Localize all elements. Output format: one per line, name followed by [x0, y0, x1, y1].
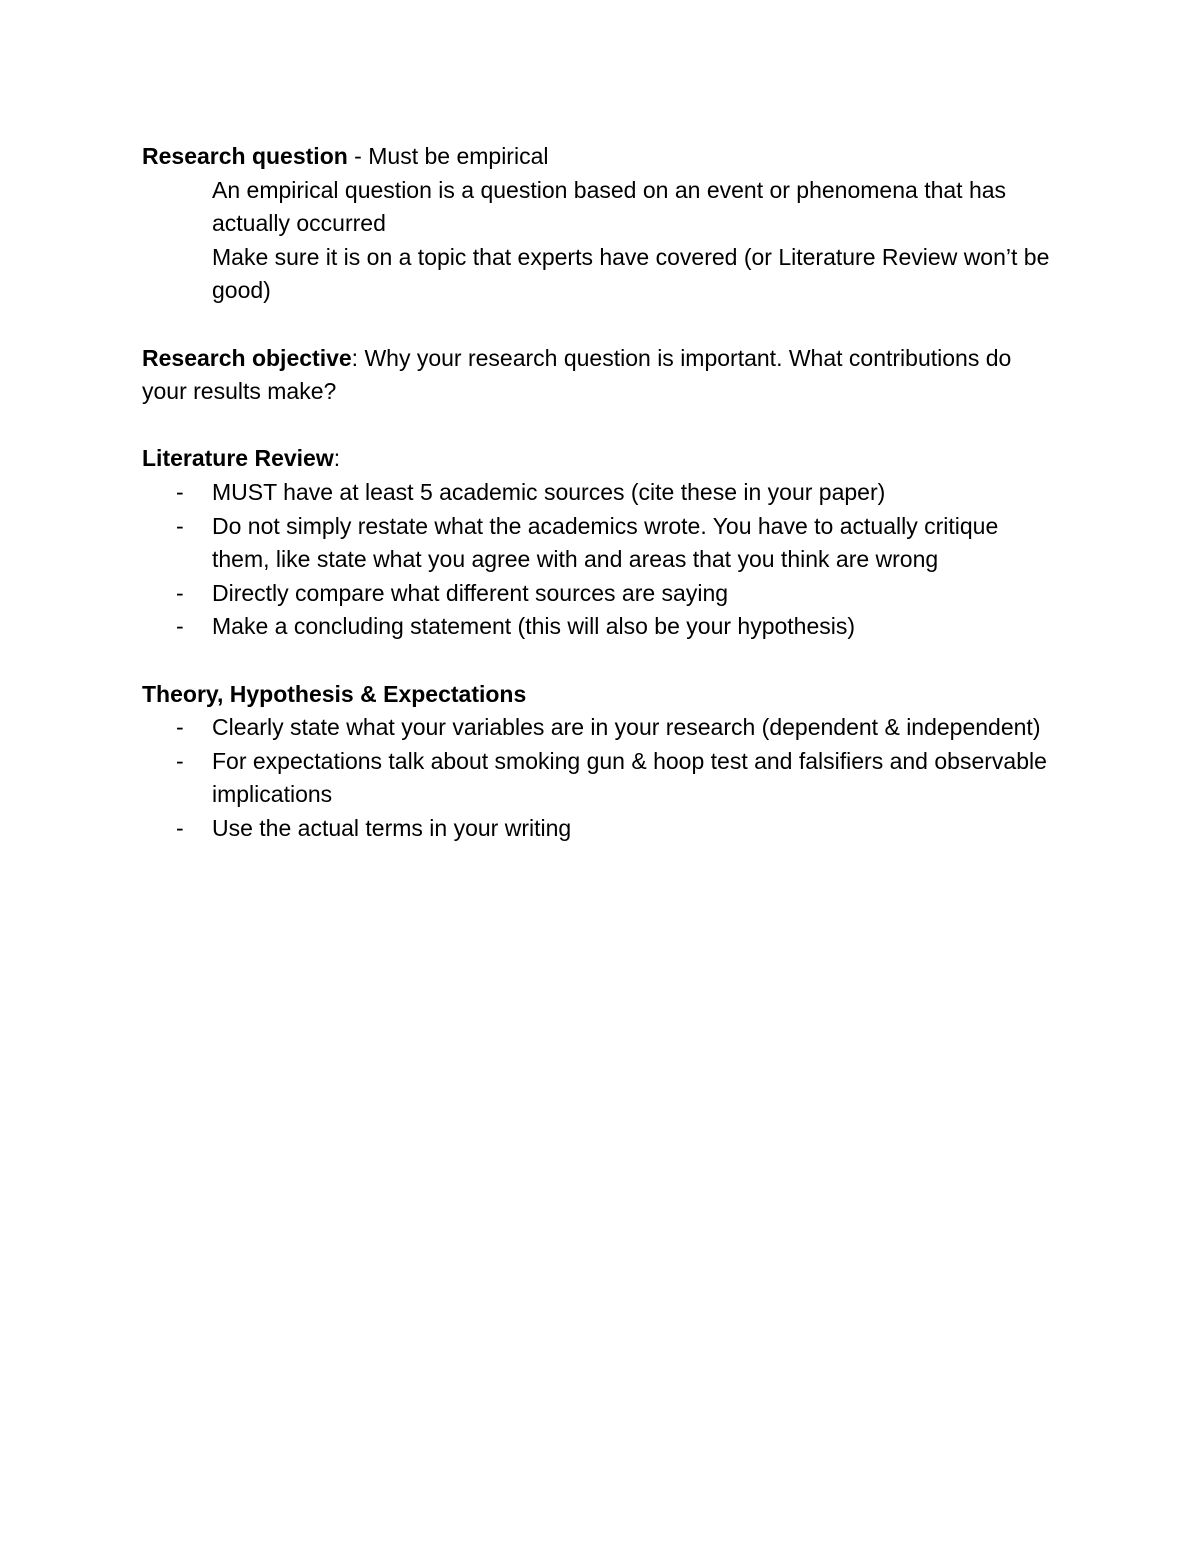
literature-review-list [142, 476, 1062, 644]
dash-bullet: - [176, 613, 184, 640]
dash-bullet: - [176, 714, 184, 741]
research-question-heading: Research question [142, 143, 348, 169]
dash-bullet: - [176, 747, 184, 774]
list-item-text: MUST have at least 5 academic sources (cite these in your paper) [212, 478, 886, 505]
list-item [142, 610, 1062, 644]
research-question-detail: An empirical question is a question based on an event or phenomena that has actually occurred [212, 176, 1007, 237]
list-item-text: Clearly state what your variables are in your research (dependent & independent) [212, 714, 1041, 741]
research-question-heading-line [142, 140, 1062, 174]
theory-section [142, 678, 1062, 846]
research-question-section [142, 140, 1062, 308]
list-item [142, 745, 1062, 812]
list-item-text: For expectations talk about smoking gun & hoop test and falsifiers and observable implications [212, 747, 1047, 808]
research-objective-colon: : [351, 344, 359, 371]
theory-heading: Theory, Hypothesis & Expectations [142, 680, 527, 707]
dash-bullet: - [176, 579, 184, 606]
list-item-text: Do not simply restate what the academics wrote. You have to actually critique them, like state what you agree with and areas that you think are wrong [212, 512, 999, 573]
research-question-detail: Make sure it is on a topic that experts have covered (or Literature Review won’t be good) [212, 243, 1050, 304]
list-item [142, 577, 1062, 611]
list-item-text: Directly compare what different sources are saying [212, 579, 729, 606]
list-item-text: Make a concluding statement (this will also be your hypothesis) [212, 613, 856, 640]
list-item [142, 711, 1062, 745]
list-item-text: Use the actual terms in your writing [212, 814, 572, 841]
research-question-separator: - [347, 143, 369, 169]
list-item [142, 510, 1062, 577]
research-question-details [142, 174, 1062, 308]
dash-bullet: - [176, 512, 184, 539]
document-page [142, 140, 1062, 845]
research-objective-paragraph [142, 342, 1062, 409]
literature-review-colon: : [333, 445, 341, 472]
literature-review-section [142, 442, 1062, 644]
research-objective-text: Why your research question is important. What contributions do your results make? [142, 344, 1012, 405]
research-objective-heading: Research objective [142, 344, 352, 371]
list-item [142, 476, 1062, 510]
research-question-subtitle: Must be empirical [368, 143, 549, 169]
literature-review-heading-line [142, 442, 1062, 476]
list-item [142, 812, 1062, 846]
dash-bullet: - [176, 814, 184, 841]
dash-bullet: - [176, 478, 184, 505]
theory-list [142, 711, 1062, 845]
literature-review-heading: Literature Review [142, 445, 334, 472]
research-objective-section [142, 342, 1062, 409]
